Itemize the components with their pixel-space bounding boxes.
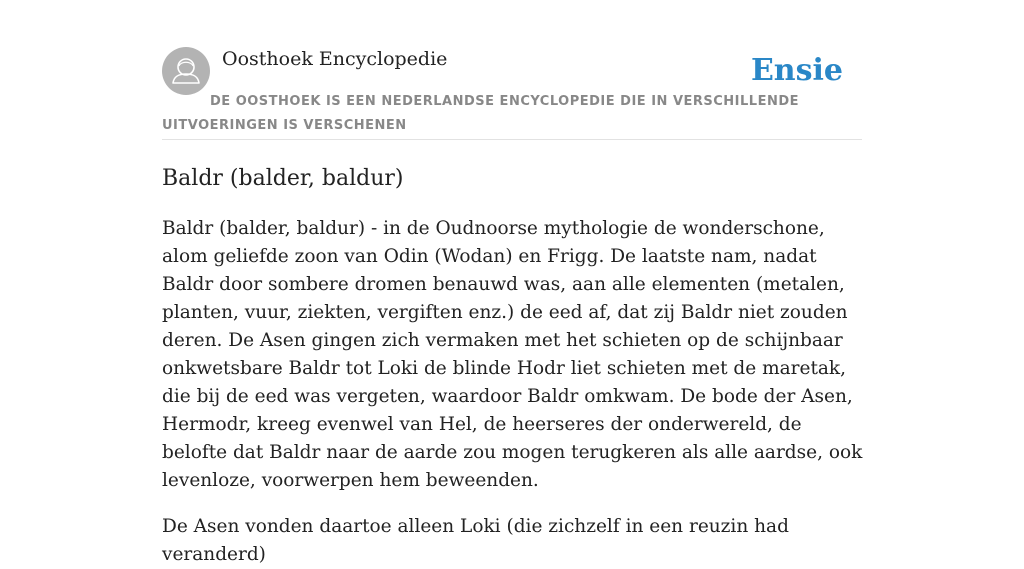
- article-paragraph-1: Baldr (balder, baldur) - in de Oudnoorse mythologie de wonderschone, alom geliefde zoon van Odin (Wodan) en Frigg. De laatste nam, nadat Baldr door sombere dromen benauwd was, aan alle elementen (metalen, planten, vuur, ziekten, vergiften enz.) de eed af, dat zij Baldr niet zouden deren. De Asen gingen zich vermaken met het schieten op de schijnbaar onkwetsbare Baldr tot Loki de blinde Hodr liet schieten met de maretak, die bij de eed was vergeten, waardoor Baldr omkwam. De bode der Asen, Hermodr, kreeg evenwel van Hel, de heerseres der onderwereld, de belofte dat Baldr naar de aarde zou mogen terugkeren als alle aardse, ook levenloze, voorwerpen hem beweenden.: [162, 218, 863, 491]
- source-header: [162, 47, 862, 140]
- header-divider: [162, 139, 862, 140]
- article-title: Baldr (balder, baldur): [162, 166, 404, 191]
- source-title-link[interactable]: Oosthoek Encyclopedie: [222, 48, 448, 70]
- article: [162, 163, 866, 569]
- user-silhouette-icon: [162, 47, 210, 95]
- avatar[interactable]: [162, 47, 210, 95]
- article-paragraph-2: De Asen vonden daartoe alleen Loki (die zichzelf in een reuzin had veranderd): [162, 516, 789, 565]
- ensie-logo[interactable]: Ensie: [750, 53, 843, 88]
- source-description: DE OOSTHOEK IS EEN NEDERLANDSE ENCYCLOPEDIE DIE IN VERSCHILLENDE UITVOERINGEN IS VERSCHENEN: [162, 94, 800, 133]
